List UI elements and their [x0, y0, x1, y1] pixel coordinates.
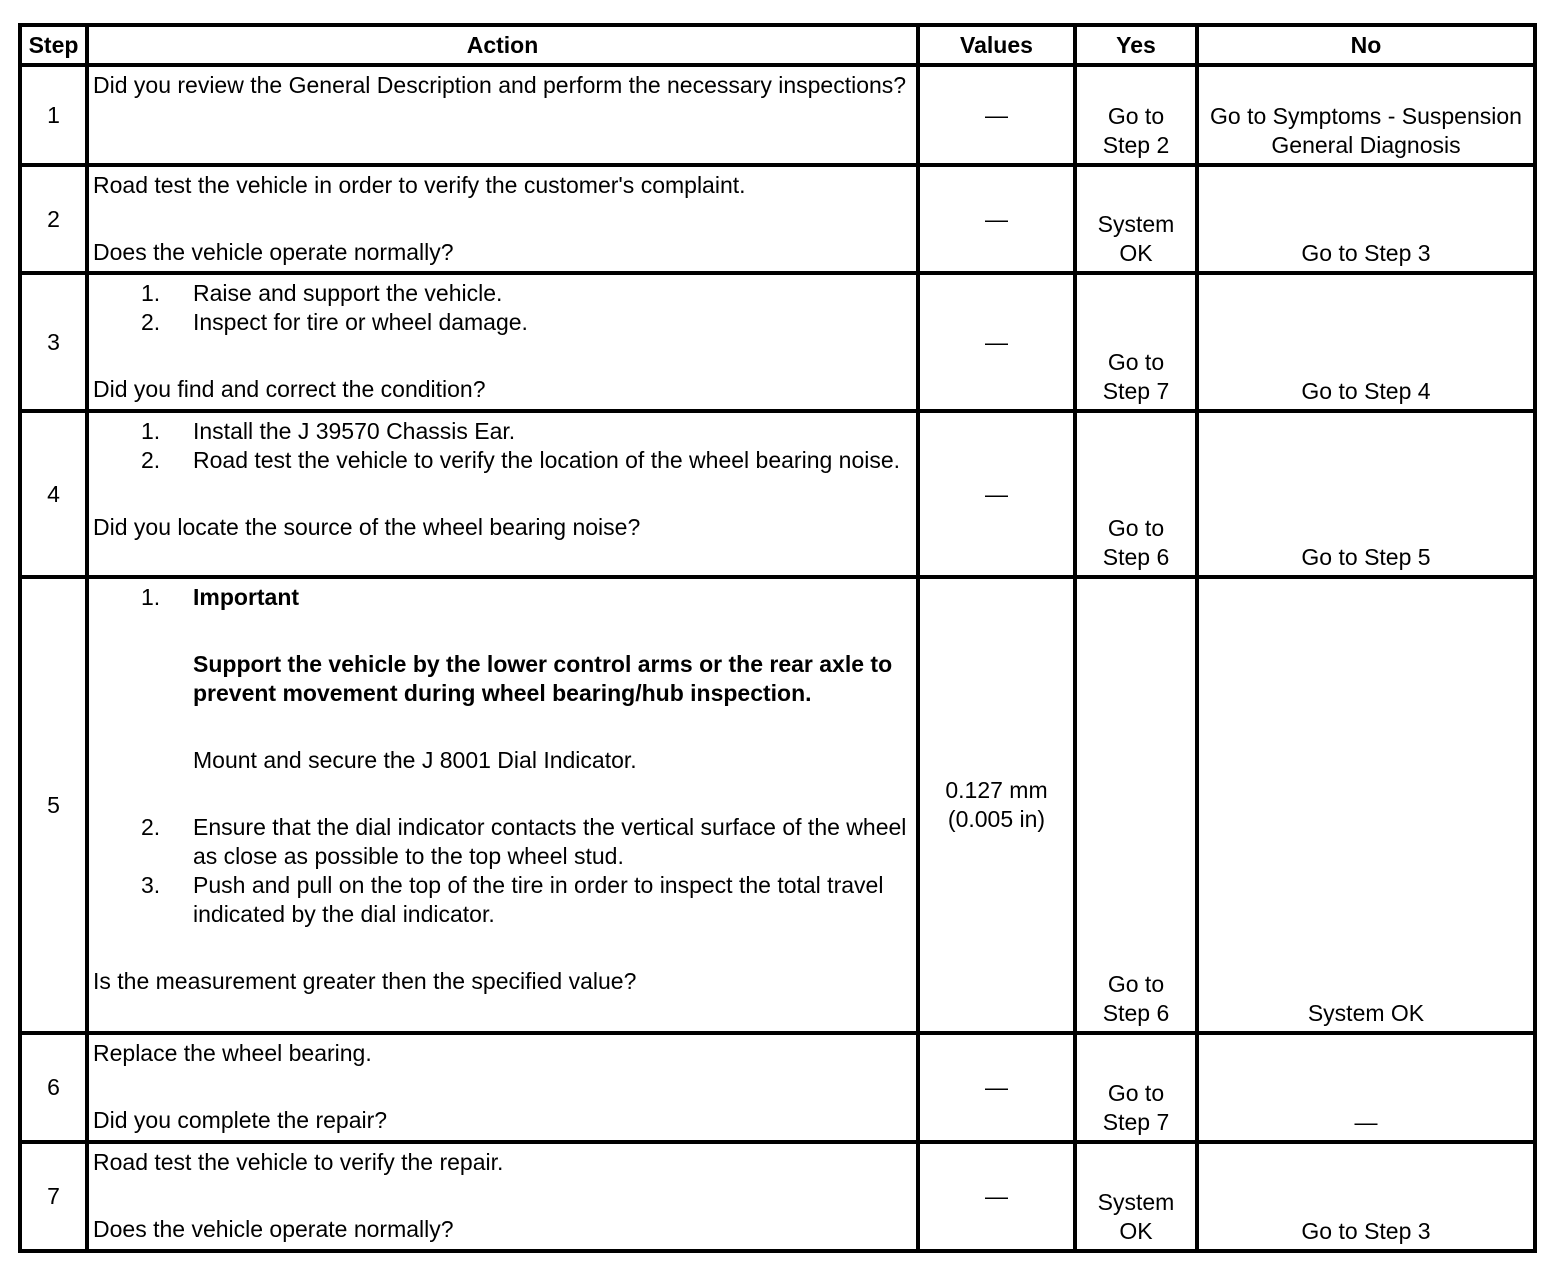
- action-cell: [87, 273, 918, 411]
- item-number: 1.: [141, 418, 161, 444]
- no-text: Go to Symptoms - Suspension General Diagnosis: [1210, 103, 1522, 158]
- step-number: 3: [20, 273, 87, 411]
- header-row: [20, 25, 1535, 65]
- step-number: 1: [20, 65, 87, 165]
- no-cell: [1197, 165, 1535, 273]
- action-cell: [87, 577, 918, 1033]
- action-intro: Road test the vehicle to verify the repair.: [93, 1149, 504, 1175]
- action-cell: [87, 411, 918, 577]
- table-row: [20, 411, 1535, 577]
- item-number: 1.: [141, 280, 161, 306]
- action-steps: [93, 279, 912, 337]
- header-values: Values: [918, 25, 1075, 65]
- important-label: Important: [193, 584, 300, 610]
- yes-text: System OK: [1097, 211, 1175, 266]
- list-item: [93, 871, 912, 929]
- no-cell: [1197, 1142, 1535, 1251]
- list-item: [93, 279, 912, 308]
- header-yes: Yes: [1075, 25, 1197, 65]
- action-intro: Replace the wheel bearing.: [93, 1040, 372, 1066]
- no-text: System OK: [1307, 1000, 1425, 1026]
- yes-cell: [1075, 165, 1197, 273]
- action-cell: [87, 165, 918, 273]
- values-cell: —: [918, 165, 1075, 273]
- item-number: 2.: [141, 309, 161, 335]
- yes-cell: [1075, 1142, 1197, 1251]
- item-text: Push and pull on the top of the tire in order to inspect the total travel indicated by the dial indicator.: [193, 872, 884, 927]
- table-row: [20, 273, 1535, 411]
- yes-text: Go to Step 2: [1102, 103, 1170, 158]
- values-cell: —: [918, 411, 1075, 577]
- no-text: Go to Step 3: [1301, 1218, 1431, 1244]
- no-cell: [1197, 577, 1535, 1033]
- item-number: 2.: [141, 814, 161, 840]
- yes-cell: [1075, 411, 1197, 577]
- no-text: Go to Step 4: [1301, 378, 1431, 404]
- diagnostic-table: [18, 23, 1537, 1253]
- item-text: Road test the vehicle to verify the location of the wheel bearing noise.: [193, 447, 901, 473]
- action-question: Did you locate the source of the wheel bearing noise?: [93, 514, 641, 540]
- no-text: Go to Step 5: [1301, 544, 1431, 570]
- item-text: Mount and secure the J 8001 Dial Indicator.: [193, 747, 637, 773]
- action-cell: [87, 1033, 918, 1142]
- table-row: [20, 65, 1535, 165]
- item-text: Raise and support the vehicle.: [193, 280, 503, 306]
- action-question: Does the vehicle operate normally?: [93, 1216, 454, 1242]
- action-cell: [87, 1142, 918, 1251]
- table-row: [20, 1142, 1535, 1251]
- values-cell: —: [918, 1033, 1075, 1142]
- item-text: Inspect for tire or wheel damage.: [193, 309, 528, 335]
- step-number: 7: [20, 1142, 87, 1251]
- no-cell: [1197, 411, 1535, 577]
- table-row: [20, 165, 1535, 273]
- item-text: Install the J 39570 Chassis Ear.: [193, 418, 516, 444]
- header-action: Action: [87, 25, 918, 65]
- item-number: 2.: [141, 447, 161, 473]
- list-item: [93, 308, 912, 337]
- values-cell: [918, 577, 1075, 1033]
- header-step: Step: [20, 25, 87, 65]
- step-number: 4: [20, 411, 87, 577]
- action-question: Did you find and correct the condition?: [93, 376, 486, 402]
- values-cell: —: [918, 1142, 1075, 1251]
- no-cell: [1197, 273, 1535, 411]
- no-text: Go to Step 3: [1301, 240, 1431, 266]
- action-question: Is the measurement greater then the specified value?: [93, 968, 637, 994]
- list-item: [93, 417, 912, 446]
- values-cell: —: [918, 273, 1075, 411]
- no-text: —: [1354, 1109, 1378, 1135]
- header-no: No: [1197, 25, 1535, 65]
- yes-cell: [1075, 1033, 1197, 1142]
- step-number: 5: [20, 577, 87, 1033]
- table-row: [20, 1033, 1535, 1142]
- no-cell: [1197, 65, 1535, 165]
- action-question: Did you complete the repair?: [93, 1107, 388, 1133]
- action-cell: [87, 65, 918, 165]
- yes-cell: [1075, 577, 1197, 1033]
- yes-cell: [1075, 65, 1197, 165]
- list-item: [93, 813, 912, 871]
- yes-text: Go to Step 7: [1102, 349, 1170, 404]
- item-text: Ensure that the dial indicator contacts the vertical surface of the wheel as close as possible to the top wheel stud.: [193, 814, 907, 869]
- item-number: 1.: [141, 584, 161, 610]
- item-number: 3.: [141, 872, 161, 898]
- action-intro: Road test the vehicle in order to verify the customer's complaint.: [93, 172, 746, 198]
- yes-text: System OK: [1097, 1189, 1175, 1244]
- values-cell: —: [918, 65, 1075, 165]
- action-question: Did you review the General Description and perform the necessary inspections?: [93, 72, 907, 98]
- action-question: Does the vehicle operate normally?: [93, 239, 454, 265]
- yes-text: Go to Step 7: [1102, 1080, 1170, 1135]
- yes-text: Go to Step 6: [1102, 515, 1170, 570]
- step-number: 2: [20, 165, 87, 273]
- values-imperial: (0.005 in): [947, 806, 1046, 832]
- list-item: [93, 583, 912, 813]
- yes-cell: [1075, 273, 1197, 411]
- action-steps: [93, 583, 912, 929]
- step-number: 6: [20, 1033, 87, 1142]
- list-item: [93, 446, 912, 475]
- yes-text: Go to Step 6: [1102, 971, 1170, 1026]
- important-text: Support the vehicle by the lower control arms or the rear axle to prevent movement during wheel bearing/hub inspection.: [193, 651, 893, 706]
- no-cell: [1197, 1033, 1535, 1142]
- action-steps: [93, 417, 912, 475]
- table-row: [20, 577, 1535, 1033]
- values-metric: 0.127 mm: [945, 777, 1048, 803]
